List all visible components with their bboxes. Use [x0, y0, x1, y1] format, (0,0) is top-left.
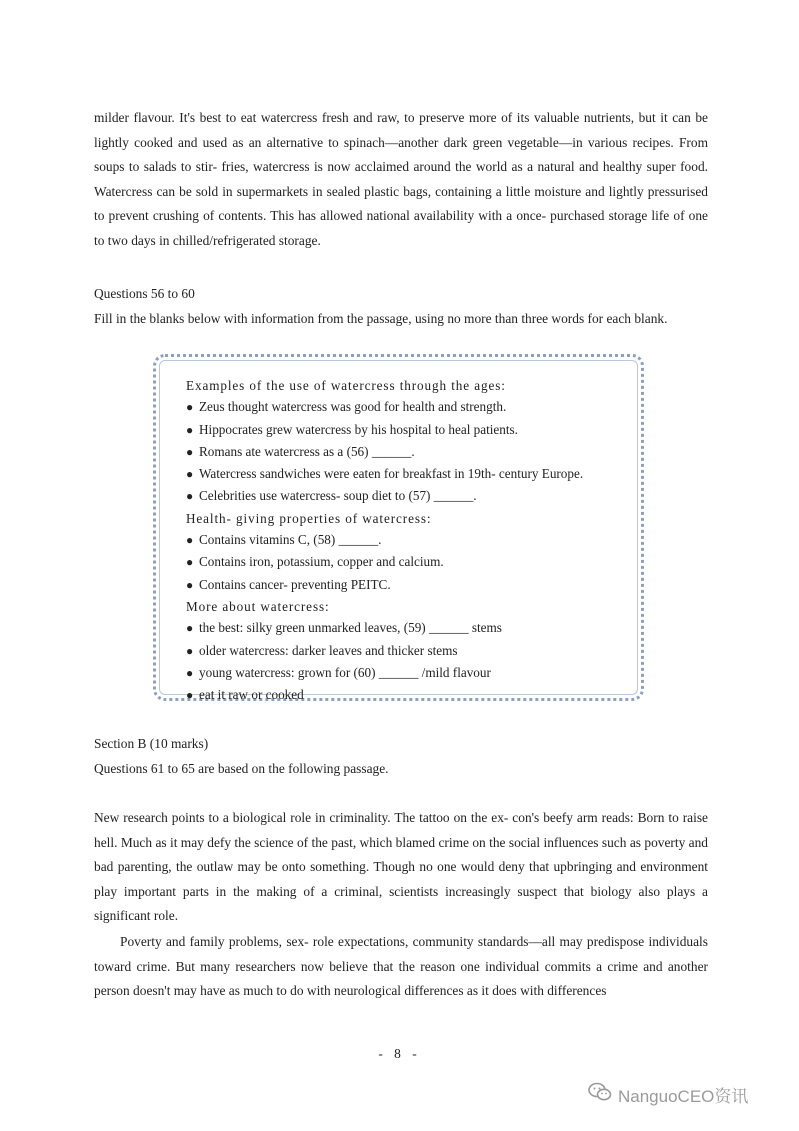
box-item: [186, 617, 631, 639]
box-content: [186, 375, 631, 706]
box-item-text: Zeus thought watercress was good for health and strength.: [199, 399, 507, 415]
box-item-text: Watercress sandwiches were eaten for breakfast in 19th- century Europe.: [199, 466, 584, 482]
box-item: [186, 640, 631, 662]
box-item: [186, 485, 631, 507]
watermark-text: NanguoCEO资讯: [618, 1087, 749, 1106]
bullet-icon: ●: [186, 643, 194, 658]
box-item: [186, 684, 631, 706]
box-item-text: eat it raw or cooked: [199, 687, 304, 703]
bullet-icon: ●: [186, 444, 194, 459]
box-item: [186, 574, 631, 596]
box-item: [186, 463, 631, 485]
box-item: [186, 529, 631, 551]
box-item: [186, 419, 631, 441]
box-item: [186, 662, 631, 684]
box-item-text: older watercress: darker leaves and thicker stems: [199, 642, 458, 658]
bullet-icon: ●: [186, 467, 194, 482]
questions-instruction: Fill in the blanks below with information from the passage, using no more than three words for each blank.: [94, 311, 668, 326]
box-item-text: the best: silky green unmarked leaves, (59) ______ stems: [199, 620, 502, 636]
bullet-icon: ●: [186, 555, 194, 570]
bullet-icon: ●: [186, 489, 194, 504]
box-section-heading: More about watercress:: [186, 598, 330, 614]
box-section-heading: Health- giving properties of watercress:: [186, 510, 432, 526]
bullet-icon: ●: [186, 400, 194, 415]
box-item: [186, 551, 631, 573]
box-section-heading: Examples of the use of watercress through the ages:: [186, 378, 506, 393]
box-item: [186, 441, 631, 463]
section-b-intro: Questions 61 to 65 are based on the following passage.: [94, 761, 389, 776]
bullet-icon: ●: [186, 422, 194, 437]
bullet-icon: ●: [186, 665, 194, 680]
box-item-text: Contains iron, potassium, copper and calcium.: [199, 554, 444, 570]
bullet-icon: ●: [186, 688, 194, 703]
bullet-icon: ●: [186, 533, 194, 548]
box-item: [186, 396, 631, 418]
page-number: - 8 -: [378, 1046, 421, 1061]
box-item-text: Celebrities use watercress- soup diet to (57) ______.: [199, 488, 477, 504]
box-item-text: Contains cancer- preventing PEITC.: [199, 576, 391, 592]
passage-paragraph-2: Poverty and family problems, sex- role expectations, community standards—all may predispose individuals toward crime. But many researchers now believe that the reason one individual commits a crime and another person doesn't may have as much to do with neurological differences as it does with differences: [94, 934, 708, 999]
questions-heading: Questions 56 to 60: [94, 286, 195, 301]
section-b-heading: Section B (10 marks): [94, 736, 209, 751]
top-paragraph: milder flavour. It's best to eat watercress fresh and raw, to preserve more of its valuable nutrients, but it can be lightly cooked and used as an alternative to spinach—another dark green vegetable—in various recipes. From soups to salads to stir- fries, watercress is now acclaimed around the world as a natural and healthy super food. Watercress can be sold in supermarkets in sealed plastic bags, containing a little moisture and lightly pressurised to prevent crushing of contents. This has allowed national availability with a once- purchased storage life of one to two days in chilled/refrigerated storage.: [94, 110, 708, 248]
watercress-summary-box: [153, 354, 644, 701]
box-item-text: Romans ate watercress as a (56) ______.: [199, 443, 415, 459]
passage-paragraph-1: New research points to a biological role in criminality. The tattoo on the ex- con's beefy arm reads: Born to raise hell. Much as it may defy the science of the past, which blamed crime on the social influences such as poverty and bad parenting, the outlaw may be onto something. Though no one would deny that upbringing and environment play important parts in the making of a criminal, scientists increasingly suspect that biology also plays a significant role.: [94, 810, 708, 924]
bullet-icon: ●: [186, 577, 194, 592]
box-item-text: Hippocrates grew watercress by his hospital to heal patients.: [199, 421, 518, 437]
wechat-icon: [588, 1082, 612, 1107]
box-item-text: Contains vitamins C, (58) ______.: [199, 532, 382, 548]
bullet-icon: ●: [186, 621, 194, 636]
watermark: [588, 1082, 748, 1107]
box-item-text: young watercress: grown for (60) ______ /mild flavour: [199, 664, 491, 680]
